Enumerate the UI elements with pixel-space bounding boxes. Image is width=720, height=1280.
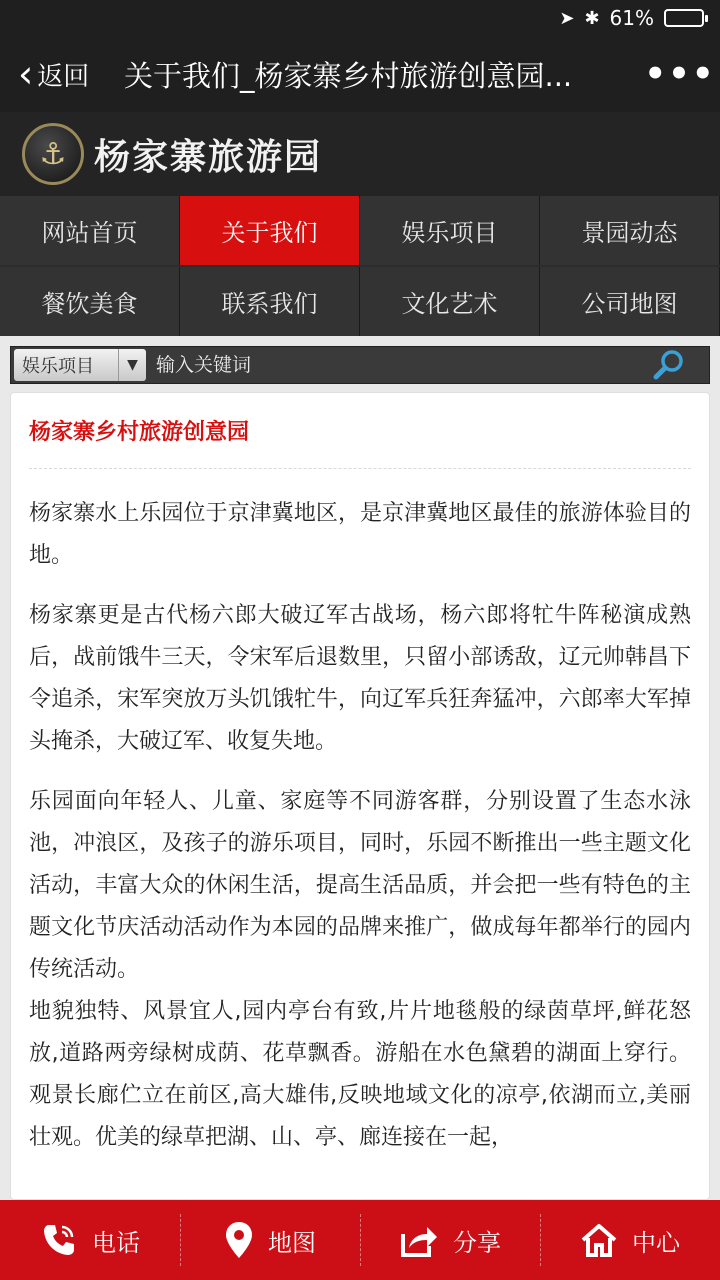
search-bar (10, 346, 710, 384)
battery-icon (664, 9, 704, 27)
search-input[interactable] (156, 349, 629, 381)
site-name: 杨家寨旅游园 (94, 135, 323, 178)
article-paragraph: 杨家寨更是古代杨六郎大破辽军古战场，杨六郎将牤牛阵秘演成熟后，战前饿牛三天，令宋军后退数里，只留小部诱敌，辽元帅韩昌下令追杀，宋军突放万头饥饿牤牛，向辽军兵狂奔猛冲，六郎率大军掉头掩杀，大破辽军、收复失地。 (29, 603, 691, 754)
search-icon (652, 348, 686, 382)
chevron-left-icon: ‹ (18, 52, 34, 96)
article-card (10, 392, 710, 1200)
menu-item-news[interactable]: 景园动态 (540, 196, 720, 265)
tab-home[interactable] (540, 1200, 720, 1280)
bottom-tab-bar (0, 1200, 720, 1280)
menu-item-culture[interactable]: 文化艺术 (360, 267, 540, 336)
menu-item-map[interactable]: 公司地图 (540, 267, 720, 336)
tab-map[interactable] (180, 1200, 360, 1280)
menu-item-entertainment[interactable]: 娱乐项目 (360, 196, 540, 265)
tab-share-label: 分享 (453, 1228, 501, 1257)
article-title: 杨家寨乡村旅游创意园 (29, 415, 691, 469)
location-arrow-icon: ➤ (559, 7, 575, 29)
anchor-logo-icon: ⚓ (22, 123, 84, 185)
tab-share[interactable] (360, 1200, 540, 1280)
home-icon (580, 1222, 618, 1258)
back-label: 返回 (37, 61, 90, 92)
tab-map-label: 地图 (268, 1228, 316, 1257)
map-pin-icon (224, 1220, 254, 1260)
nav-bar (0, 36, 720, 112)
menu-item-about[interactable]: 关于我们 (180, 196, 360, 265)
more-options-button[interactable]: ••• (644, 54, 716, 94)
article-paragraph: 乐园面向年轻人、儿童、家庭等不同游客群，分别设置了生态水泳池，冲浪区，及孩子的游乐项目，同时，乐园不断推出一些主题文化活动，丰富大众的休闲生活，提高生活品质，并会把一些有特色的主题文化节庆活动活动作为本园的品牌来推广，做成每年都举行的园内传统活动。 (29, 789, 691, 982)
category-select-value: 娱乐项目 (22, 356, 94, 377)
search-button[interactable] (629, 348, 709, 382)
back-button[interactable] (0, 52, 120, 96)
category-select[interactable] (14, 349, 146, 381)
status-bar (0, 0, 720, 36)
site-header (0, 112, 720, 196)
battery-percent: 61% (609, 6, 654, 30)
menu-item-contact[interactable]: 联系我们 (180, 267, 360, 336)
bluetooth-icon: ✱ (584, 7, 600, 29)
tab-home-label: 中心 (632, 1228, 680, 1257)
caret-down-icon: ▼ (118, 349, 146, 381)
article-paragraph: 杨家寨水上乐园位于京津冀地区，是京津冀地区最佳的旅游体验目的地。 (29, 501, 691, 568)
page-title: 关于我们_杨家寨乡村旅游创意园... (124, 58, 573, 93)
tab-phone-label: 电话 (92, 1228, 140, 1257)
phone-icon (40, 1221, 78, 1259)
article-paragraph: 地貌独特、风景宜人,园内亭台有致,片片地毯般的绿茵草坪,鲜花怒放,道路两旁绿树成荫、花草飘香。游船在水色黛碧的湖面上穿行。观景长廊伫立在前区,高大雄伟,反映地域文化的凉亭,依湖而立,美丽壮观。优美的绿草把湖、山、亭、廊连接在一起， (29, 999, 691, 1150)
menu-item-dining[interactable]: 餐饮美食 (0, 267, 180, 336)
main-menu (0, 196, 720, 336)
tab-phone[interactable] (0, 1200, 180, 1280)
share-icon (399, 1222, 439, 1258)
menu-item-home[interactable]: 网站首页 (0, 196, 180, 265)
